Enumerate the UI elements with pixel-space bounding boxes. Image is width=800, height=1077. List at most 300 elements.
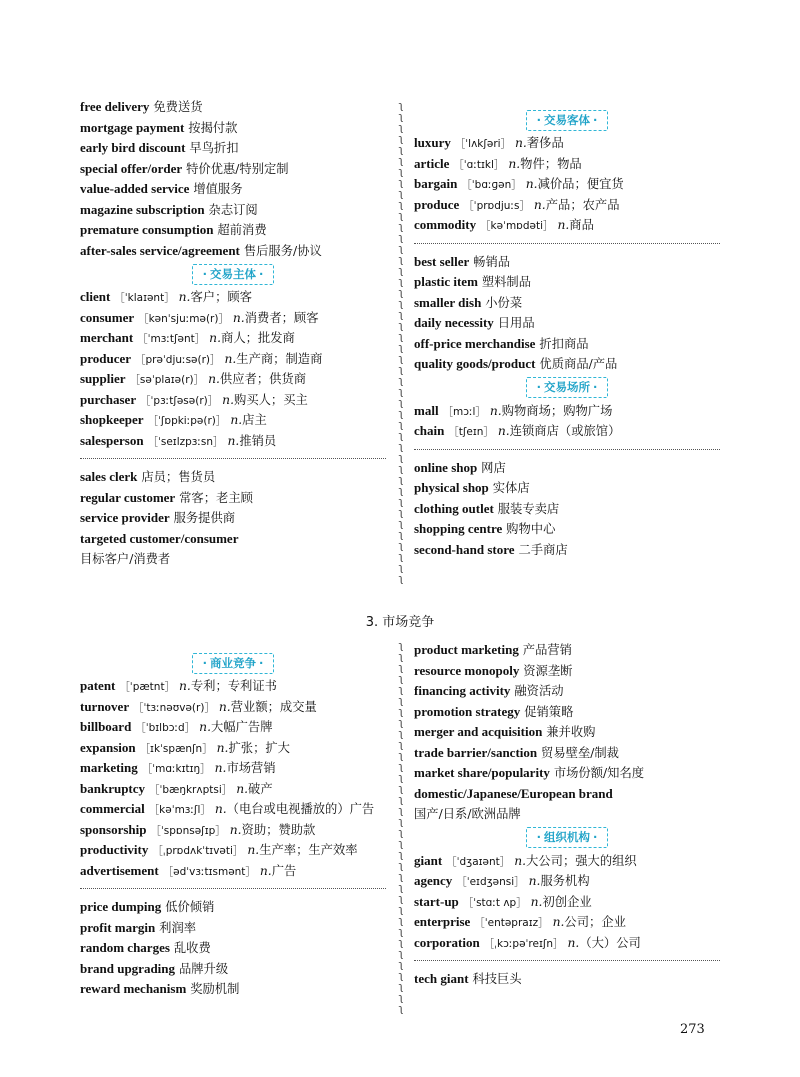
entry-phonetic: ［ˈbɪlbɔːd］ [135, 722, 196, 734]
entry-term: value-added service [80, 181, 190, 196]
vocab-entry [80, 241, 386, 262]
entry-phonetic: ［ˌkɔːpəˈreɪʃn］ [483, 937, 564, 950]
vocab-entry [414, 763, 720, 784]
vocab-entry [80, 676, 386, 697]
entry-term: start-up [414, 893, 459, 909]
entry-phonetic: ［ˈklaɪənt］ [114, 292, 175, 304]
entry-phonetic: ［səˈplaɪə(r)］ [129, 374, 205, 386]
entry-term: mall [414, 402, 439, 418]
vocab-entry [80, 979, 386, 1000]
entry-phonetic: ［tʃeɪn］ [448, 426, 494, 438]
entry-term: off-price merchandise [414, 335, 536, 351]
entry-definition: 贸易壁垒/制裁 [541, 745, 619, 760]
entry-term: financing activity [414, 683, 511, 698]
entries-group [414, 640, 720, 804]
vocab-entry [80, 488, 386, 509]
entry-term: supplier [80, 371, 126, 386]
vocab-entry [80, 220, 386, 241]
entry-definition: 资助；赞助款 [241, 822, 316, 837]
entry-term: online shop [414, 459, 478, 475]
entry-definition: 奢侈品 [526, 136, 564, 150]
entry-term: plastic item [414, 274, 478, 289]
entries-group [80, 467, 386, 549]
entry-phonetic: ［ˈʃɒpkiːpə(r)］ [147, 415, 227, 427]
vocab-entry [414, 478, 720, 499]
vocab-entry [80, 840, 386, 861]
entry-term: enterprise [414, 914, 471, 929]
entry-term: smaller dish [414, 294, 482, 310]
entry-term: product marketing [414, 642, 519, 657]
entry-phonetic: ［mɔːl］ [442, 405, 486, 418]
entry-term: domestic/Japanese/European brand [414, 785, 613, 801]
entry-term: shopkeeper [80, 412, 144, 427]
entry-part-of-speech: n. [236, 781, 249, 796]
vocab-entry [414, 640, 720, 661]
entry-phonetic: ［ˈentəpraɪz］ [474, 917, 549, 929]
entry-definition: 产品；农产品 [545, 197, 620, 212]
entry-term: turnover [80, 698, 130, 714]
entry-definition: 塑料制品 [481, 275, 532, 289]
entry-term: bankruptcy [80, 780, 146, 796]
vocab-entry [414, 174, 720, 195]
section-heading-trade-object: · 交易客体 · [526, 110, 609, 131]
vocab-entry [80, 820, 386, 841]
entry-definition: 破产 [248, 781, 273, 796]
vocab-entry [414, 871, 720, 892]
entry-term: reward mechanism [80, 981, 187, 996]
vocab-entry [414, 334, 720, 355]
vocab-entry [414, 272, 720, 293]
vocab-entry [414, 912, 720, 933]
entry-definition: 专利；专利证书 [190, 679, 277, 693]
entry-definition: 实体店 [492, 481, 530, 495]
bottom-right-column [414, 640, 720, 990]
entry-phonetic: ［ˌprɒdʌkˈtɪvəti］ [152, 845, 244, 857]
entry-term: marketing [80, 760, 138, 775]
vocab-entry [414, 354, 720, 375]
vocab-entry [80, 697, 386, 718]
entry-definition: 增值服务 [193, 182, 243, 196]
entry-part-of-speech: n. [222, 392, 235, 407]
entry-definition: 减价品；便宜货 [537, 177, 624, 191]
entry-definition: 购物中心 [506, 522, 556, 536]
entry-definition: 商品 [569, 218, 594, 232]
dotted-separator [414, 960, 720, 961]
entry-definition: 乱收费 [173, 941, 211, 955]
entry-term: salesperson [80, 432, 144, 448]
entries-group [414, 401, 720, 442]
entry-definition: 杂志订阅 [208, 202, 258, 217]
vocab-entry [80, 390, 386, 411]
entries-group [414, 851, 720, 954]
entry-part-of-speech: n. [514, 853, 527, 868]
entry-part-of-speech: n. [567, 935, 580, 950]
entry-term: targeted customer/consumer [80, 530, 239, 546]
entry-part-of-speech: n. [508, 156, 521, 171]
entry-definition: 利润率 [159, 920, 197, 935]
heading-wrap [414, 107, 720, 133]
vocab-entry [80, 717, 386, 738]
entry-term: merchant [80, 330, 134, 345]
entry-part-of-speech: n. [209, 331, 222, 345]
entry-term: clothing outlet [414, 500, 494, 516]
vocab-entry [414, 519, 720, 540]
entry-part-of-speech: n. [552, 915, 565, 929]
entry-definition: 商人；批发商 [221, 331, 295, 345]
vocab-entry [414, 892, 720, 913]
entry-part-of-speech: n. [489, 403, 502, 418]
entry-definition: 服装专卖店 [497, 501, 560, 516]
entry-part-of-speech: n. [497, 424, 510, 438]
vocab-entry [414, 313, 720, 334]
entry-part-of-speech: n. [259, 863, 272, 878]
heading-wrap [414, 375, 720, 401]
entry-part-of-speech: n. [247, 843, 260, 857]
entry-term: price dumping [80, 899, 162, 914]
entry-definition: 服务提供商 [173, 511, 236, 525]
heading-label: 交易场所 [544, 380, 590, 394]
entry-definition: 物件；物品 [520, 156, 582, 171]
entry-phonetic: ［prəˈdjuːsə(r)］ [134, 353, 221, 366]
entry-definition: 大公司；强大的组织 [526, 853, 637, 868]
entry-definition: 扩张；扩大 [228, 740, 290, 755]
vocab-entry [80, 287, 386, 308]
entry-term: client [80, 289, 111, 304]
vocab-entry [414, 702, 720, 723]
vocab-entry [414, 784, 720, 805]
entry-definition: 大幅广告牌 [211, 720, 273, 734]
vocab-entry [80, 328, 386, 349]
vocab-entry [80, 918, 386, 939]
entry-term: best seller [414, 253, 470, 269]
entry-term: physical shop [414, 480, 489, 495]
entry-definition: 连锁商店（或旅馆） [509, 424, 621, 438]
entry-term: special offer/order [80, 160, 183, 176]
heading-wrap [80, 261, 386, 287]
vocab-entry [80, 938, 386, 959]
entry-part-of-speech: n. [216, 740, 229, 755]
entry-phonetic: ［ˈpætnt］ [119, 681, 176, 693]
column-divider-top: ʅ ʅ ʅ ʅ ʅ ʅ ʅ ʅ ʅ ʅ ʅ ʅ ʅ ʅ ʅ ʅ ʅ ʅ ʅ ʅ ʅ ʅ ʅ ʅ ʅ ʅ ʅ ʅ ʅ ʅ ʅ ʅ ʅ ʅ ʅ ʅ ʅ ʅ ʅ ʅ ʅ ʅ ʅ ʅ [398, 100, 404, 585]
entry-definition: 超前消费 [217, 223, 267, 237]
entry-term: purchaser [80, 391, 137, 407]
entry-definition: 科技巨头 [472, 972, 522, 986]
vocab-entry [80, 508, 386, 529]
entry-term: random charges [80, 940, 170, 955]
vocab-entry [80, 349, 386, 370]
entry-part-of-speech: n. [525, 177, 538, 191]
heading-wrap [80, 650, 386, 676]
entry-phonetic: ［ˈɑːtɪkl］ [453, 158, 505, 171]
entry-definition: 奖励机制 [190, 982, 240, 996]
entry-part-of-speech: n. [232, 310, 245, 325]
section-title: 3. 市场竞争 [365, 615, 435, 630]
entry-term: after-sales service/agreement [80, 242, 240, 258]
entry-term: quality goods/product [414, 356, 536, 371]
entries-group [414, 252, 720, 375]
heading-label: 商业竞争 [210, 655, 256, 670]
entry-definition: 店主 [242, 413, 267, 427]
vocab-entry [414, 722, 720, 743]
entry-term: market share/popularity [414, 765, 550, 780]
entry-part-of-speech: n. [528, 874, 541, 888]
entry-definition: 店员；售货员 [141, 470, 216, 484]
entry-term: free delivery [80, 99, 150, 114]
entry-term: expansion [80, 739, 136, 755]
entry-part-of-speech: n. [557, 218, 570, 232]
top-left-column [80, 97, 386, 570]
entry-term: magazine subscription [80, 201, 205, 217]
entry-phonetic: ［kənˈsjuːmə(r)］ [138, 312, 229, 325]
vocab-entry [414, 154, 720, 175]
entry-phonetic: ［ˈmɑːkɪtɪŋ］ [141, 763, 211, 775]
entry-definition: 畅销品 [473, 254, 511, 269]
entry-term: productivity [80, 842, 149, 857]
vocab-entry [80, 799, 386, 820]
heading-wrap [414, 825, 720, 851]
entry-definition: 客户；顾客 [190, 290, 252, 304]
entries-group [414, 969, 720, 990]
entry-term: sponsorship [80, 821, 147, 837]
entry-part-of-speech: n. [227, 433, 240, 448]
entry-term: patent [80, 678, 116, 693]
entry-definition: 推销员 [239, 433, 277, 448]
entry-phonetic: ［ˈtɜːnəʊvə(r)］ [133, 701, 215, 714]
entry-definition: 营业额；成交量 [230, 699, 317, 714]
vocab-entry [80, 897, 386, 918]
entry-term: article [414, 155, 450, 171]
entry-term: service provider [80, 510, 170, 525]
vocab-entry [80, 431, 386, 452]
entry-term: brand upgrading [80, 960, 176, 976]
entry-definition: （大）公司 [579, 935, 641, 950]
vocab-entry [414, 681, 720, 702]
vocab-entry [414, 215, 720, 236]
entry-phonetic: ［ˈpɜːtʃəsə(r)］ [140, 394, 219, 407]
entry-term: bargain [414, 176, 458, 191]
entry-term: producer [80, 350, 132, 366]
entry-term: produce [414, 196, 460, 212]
page-number: 273 [680, 1022, 705, 1037]
vocab-entry [80, 179, 386, 200]
heading-label: 交易客体 [544, 112, 590, 127]
entry-term: early bird discount [80, 140, 186, 155]
entries-group [414, 133, 720, 236]
vocab-entry [414, 421, 720, 442]
entry-part-of-speech: n. [199, 720, 211, 734]
vocab-entry [80, 369, 386, 390]
entry-term: mortgage payment [80, 119, 185, 135]
entry-definition: 初创企业 [542, 894, 592, 909]
vocab-entry [414, 499, 720, 520]
entry-definition: 按揭付款 [188, 120, 238, 135]
entry-term: corporation [414, 934, 480, 950]
entry-phonetic: ［ˈlʌkʃəri］ [454, 138, 512, 150]
entry-definition: 免费送货 [153, 100, 203, 114]
entry-definition: 资源垄断 [523, 663, 573, 678]
entry-term: shopping centre [414, 521, 503, 536]
top-right-column [414, 107, 720, 560]
vocab-entry [80, 410, 386, 431]
entry-term: agency [414, 873, 453, 888]
entry-phonetic: ［ˈstɑːt ʌp］ [462, 896, 527, 909]
vocab-entry [80, 308, 386, 329]
entry-definition: 二手商店 [518, 542, 568, 557]
vocab-entry [414, 540, 720, 561]
entry-part-of-speech: n. [229, 822, 242, 837]
entry-definition: 优质商品/产品 [539, 357, 618, 371]
trailing-definition: 目标客户/消费者 [80, 552, 171, 566]
entry-phonetic: ［ˈbæŋkrʌptsi］ [148, 783, 233, 796]
entry-definition: 早鸟折扣 [189, 141, 239, 155]
entry-definition: 日用品 [497, 316, 535, 330]
entry-definition: 消费者；顾客 [244, 310, 319, 325]
entry-phonetic: ［ˈbɑːɡən］ [461, 179, 522, 191]
bottom-left-column [80, 650, 386, 1000]
section-heading-organizations: · 组织机构 · [526, 827, 609, 848]
vocab-entry [80, 959, 386, 980]
entry-phonetic: ［ˈprɒdjuːs］ [463, 199, 530, 212]
heading-label: 交易主体 [210, 266, 256, 281]
entry-definition: 供应者；供货商 [219, 372, 307, 386]
entry-part-of-speech: n. [214, 802, 227, 816]
entry-definition: 生产率；生产效率 [259, 843, 358, 857]
entry-definition: 购物商场；购物广场 [501, 403, 613, 418]
entry-term: chain [414, 423, 445, 438]
entry-phonetic: ［ˈdʒaɪənt］ [446, 855, 511, 868]
entry-definition: 市场份额/知名度 [553, 766, 645, 780]
entry-definition: 低价倾销 [165, 900, 215, 914]
entry-part-of-speech: n. [178, 290, 191, 304]
vocab-entry [80, 118, 386, 139]
entry-definition: 生产商；制造商 [236, 351, 323, 366]
entry-term: giant [414, 852, 443, 868]
entry-part-of-speech: n. [533, 197, 546, 212]
vocab-entry [414, 933, 720, 954]
entry-term: regular customer [80, 489, 176, 505]
entry-definition: 折扣商品 [539, 336, 589, 351]
trailing-definition: 国产/日系/欧洲品牌 [414, 807, 521, 821]
entry-definition: 广告 [271, 863, 297, 878]
vocab-entry [80, 467, 386, 488]
entry-part-of-speech: n. [218, 699, 231, 714]
section-heading-business-competition: · 商业竞争 · [192, 653, 275, 674]
vocab-entry [80, 200, 386, 221]
entry-term: billboard [80, 719, 132, 734]
entry-term: trade barrier/sanction [414, 744, 538, 760]
entry-definition: 公司；企业 [564, 915, 626, 929]
entry-definition: 服务机构 [540, 874, 590, 888]
entry-part-of-speech: n. [515, 136, 527, 150]
entry-term: tech giant [414, 971, 469, 986]
entry-definition: 兼并收购 [546, 725, 596, 739]
dotted-separator [414, 449, 720, 450]
entries-group [80, 287, 386, 451]
entry-definition: 融资活动 [514, 684, 564, 698]
entry-definition: 网店 [481, 460, 506, 475]
vocab-entry [414, 252, 720, 273]
vocab-entry [80, 97, 386, 118]
dotted-separator [80, 888, 386, 889]
dotted-separator [80, 458, 386, 459]
entry-definition: 促销策略 [524, 704, 574, 719]
entry-phonetic: ［ˈspɒnsəʃɪp］ [150, 824, 226, 837]
entry-definition: 小份菜 [485, 295, 523, 310]
entry-term: luxury [414, 135, 451, 150]
entry-definition: 购买人；买主 [234, 392, 308, 407]
entry-definition: （电台或电视播放的）广告 [226, 802, 375, 816]
entry-part-of-speech: n. [530, 894, 543, 909]
entry-phonetic: ［ədˈvɜːtɪsmənt］ [162, 865, 256, 878]
entry-part-of-speech: n. [179, 679, 191, 693]
entry-definition: 市场营销 [226, 761, 276, 775]
entries-group [414, 458, 720, 561]
vocab-entry [80, 529, 386, 550]
heading-label: 组织机构 [544, 830, 590, 844]
vocab-entry [414, 743, 720, 764]
entry-phonetic: ［ɪkˈspænʃn］ [139, 742, 213, 755]
entry-part-of-speech: n. [208, 372, 220, 386]
vocab-entry [80, 138, 386, 159]
entries-group [80, 897, 386, 1000]
entry-term: advertisement [80, 862, 159, 878]
vocab-entry [80, 758, 386, 779]
entry-term: sales clerk [80, 469, 138, 484]
column-divider-bottom: ʅ ʅ ʅ ʅ ʅ ʅ ʅ ʅ ʅ ʅ ʅ ʅ ʅ ʅ ʅ ʅ ʅ ʅ ʅ ʅ ʅ ʅ ʅ ʅ ʅ ʅ ʅ ʅ ʅ ʅ ʅ ʅ ʅ ʅ [398, 640, 404, 1015]
section-heading-trade-place: · 交易场所 · [526, 377, 609, 398]
entry-phonetic: ［ˈmɜːtʃənt］ [137, 333, 206, 345]
entry-term: premature consumption [80, 222, 214, 237]
vocab-entry [414, 458, 720, 479]
entry-part-of-speech: n. [214, 761, 227, 775]
entry-term: daily necessity [414, 315, 494, 330]
section-heading-trade-subject: · 交易主体 · [192, 264, 275, 285]
entry-definition: 售后服务/协议 [243, 243, 322, 258]
entry-phonetic: ［kəˈmɜːʃl］ [148, 804, 211, 816]
vocab-entry [80, 861, 386, 882]
vocab-entry [414, 401, 720, 422]
entry-term: profit margin [80, 919, 156, 935]
vocab-entry [414, 195, 720, 216]
vocab-entry [80, 159, 386, 180]
entries-group [80, 676, 386, 881]
entry-phonetic: ［ˈeɪdʒənsi］ [456, 876, 525, 888]
entry-term: merger and acquisition [414, 724, 543, 739]
entry-part-of-speech: n. [224, 351, 237, 366]
vocab-entry [414, 133, 720, 154]
entry-definition: 特价优惠/特别定制 [186, 161, 289, 176]
entry-part-of-speech: n. [230, 413, 243, 427]
entry-term: commodity [414, 217, 477, 232]
vocab-entry [414, 293, 720, 314]
vocab-entry [80, 779, 386, 800]
entry-term: commercial [80, 801, 145, 816]
entry-term: promotion strategy [414, 703, 521, 719]
vocab-entry [414, 969, 720, 990]
entry-definition: 产品营销 [522, 643, 572, 657]
entry-phonetic: ［kəˈmɒdəti］ [480, 220, 554, 232]
dotted-separator [414, 243, 720, 244]
entry-phonetic: ［ˈseɪlzpɜːsn］ [147, 435, 224, 448]
entry-term: second-hand store [414, 541, 515, 557]
vocab-entry [414, 661, 720, 682]
entry-term: consumer [80, 309, 135, 325]
vocab-entry [414, 851, 720, 872]
vocab-entry [80, 738, 386, 759]
entries-group [80, 97, 386, 261]
entry-term: resource monopoly [414, 662, 520, 678]
entry-definition: 常客；老主顾 [179, 490, 253, 505]
